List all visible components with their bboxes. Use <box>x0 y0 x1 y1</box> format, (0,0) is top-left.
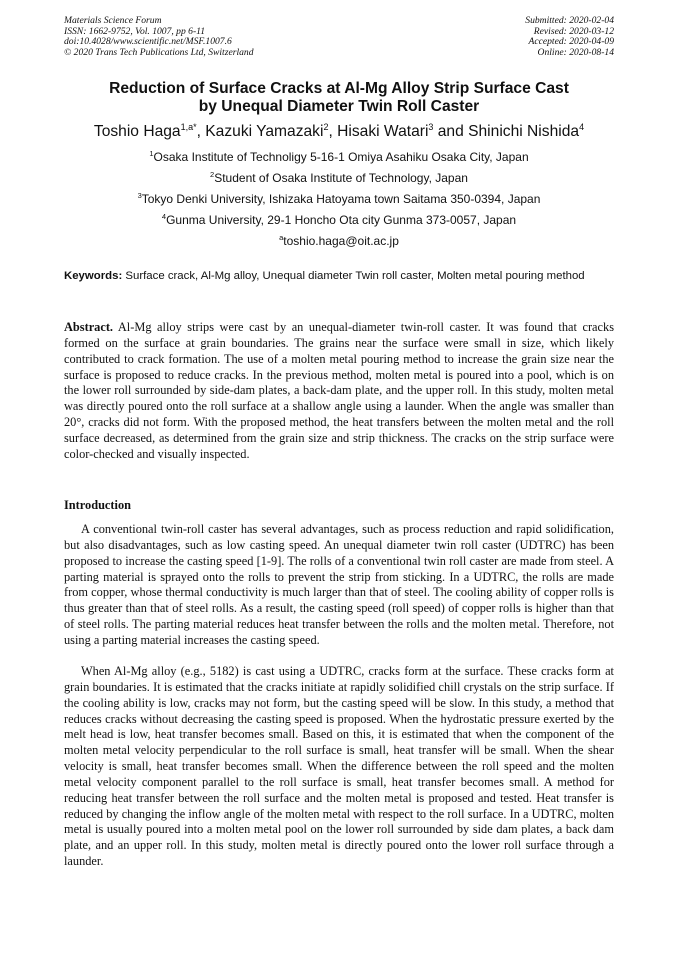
affiliation-text: Student of Osaka Institute of Technology, Japan <box>214 171 468 185</box>
author-name: Hisaki Watari <box>337 123 429 140</box>
journal-name: Materials Science Forum <box>64 15 162 26</box>
affiliation-sup: 3 <box>137 191 142 200</box>
author-name: Kazuki Yamazaki <box>205 123 324 140</box>
affiliation-text: Tokyo Denki University, Ishizaka Hatoyama town Saitama 350-0394, Japan <box>141 192 541 206</box>
date-revised: Revised: 2020-03-12 <box>533 25 614 37</box>
affiliation-sup: a <box>279 233 284 242</box>
keywords-label: Keywords: <box>64 270 123 282</box>
author-sup: 1,a* <box>180 122 197 132</box>
journal-issn: ISSN: 1662-9752, Vol. 1007, pp 6-11 <box>64 25 206 37</box>
affiliation-sup: 1 <box>149 149 154 158</box>
author-name: Toshio Haga <box>93 123 181 140</box>
date-accepted: Accepted: 2020-04-09 <box>528 36 614 48</box>
affiliation-2 <box>64 171 614 185</box>
author-email <box>64 234 614 248</box>
abstract-label: Abstract. <box>64 320 114 334</box>
paper-title <box>64 80 614 116</box>
affiliation-1 <box>64 150 614 164</box>
affiliation-text: Gunma University, 29-1 Honcho Ota city Gunma 373-0057, Japan <box>166 213 517 227</box>
abstract <box>64 320 614 463</box>
affiliation-4 <box>64 213 614 227</box>
paragraph-text: When Al-Mg alloy (e.g., 5182) is cast using a UDTRC, cracks form at the surface. These cracks form at grain boundaries. It is estimated that the cracks initiate at rapidly solidified chill crystals on the strip surface. If the cooling ability is low, cracks may not form, but the casting speed will be slow. In this study, a method that reduces cracks without decreasing the casting speed is proposed. When the hydrostatic pressure exerted by the melt head is low, heat transfer becomes small. Based on this, it is estimated that when the component of the molten metal velocity perpendicular to the roll surface is small, heat transfer will be small. When the shear velocity is small, heat transfer becomes small. When the difference between the roll speed and the molten metal velocity component parallel to the roll surface is small, heat transfer becomes small. A method for reducing heat transfer between the roll surface and the molten metal is proposed and tested. Heat transfer is reduced by changing the inflow angle of the molten metal with respect to the roll surface. In a UDTRC, molten metal is usually poured into a molten metal pool on the lower roll surrounded by side dam plates, a back dam plate, and an upper roll. In this study, molten metal is directly poured onto the lower roll surface through a launder. <box>64 664 614 869</box>
affiliation-sup: 4 <box>161 212 167 221</box>
author-sup: 2 <box>323 122 329 132</box>
section-heading-introduction: Introduction <box>64 498 131 512</box>
author-separator: , <box>328 123 338 140</box>
keywords-text: Surface crack, Al-Mg alloy, Unequal diameter Twin roll caster, Molten metal pouring method <box>122 270 585 282</box>
author-name: Shinichi Nishida <box>468 123 580 140</box>
keywords <box>64 269 614 284</box>
journal-info <box>64 16 254 58</box>
intro-paragraph-2 <box>64 664 614 870</box>
affiliation-text: Osaka Institute of Technoligy 5-16-1 Omiya Asahiku Osaka City, Japan <box>153 150 529 164</box>
intro-paragraph-1 <box>64 522 614 649</box>
abstract-text: Al-Mg alloy strips were cast by an unequal-diameter twin-roll caster. It was found that cracks formed on the surface at grain boundaries. The grains near the surface were small in size, which likely contributed to crack formation. The use of a molten metal pouring method to increase the grain size near the surface is proposed to reduce cracks. In the previous method, molten metal is poured into a pool, which is on the lower roll surrounded by side-dam plates, a back-dam plate, and the upper roll. In this study, molten metal was directly poured onto the roll surface at a shallow angle using a launder. When the angle was smaller than 20°, cracks did not form. With the proposed method, the heat transfers between the molten metal and the roll surface decreased, as determined from the grain size and strip thickness. The cracks on the strip surface were color-checked and visually inspected. <box>64 320 614 461</box>
author-separator: , <box>196 123 206 140</box>
affiliation-3 <box>64 192 614 206</box>
paragraph-text: A conventional twin-roll caster has several advantages, such as process reduction and rapid solidification, but also disadvantages, such as low casting speed. An unequal diameter twin roll caster (UDTRC) has been proposed to increase the casting speed [1-9]. The rolls of a conventional twin roll caster are made from steel. A parting material is sprayed onto the rolls to prevent the strip from sticking. In a UDTRC, the rolls are made from copper, whose thermal conductivity is much larger than that of steel. The cooling ability of copper rolls is thus greater than that of steel rolls. As a result, the casting speed (roll speed) of copper rolls is higher than that of steel rolls. The parting material reduces heat transfer between the rolls and the molten metal. Therefore, not using a parting material increases the casting speed. <box>64 522 614 647</box>
email-text: toshio.haga@oit.ac.jp <box>283 234 399 248</box>
title-line-2: by Unequal Diameter Twin Roll Caster <box>198 98 480 115</box>
date-online: Online: 2020-08-14 <box>537 46 614 58</box>
author-sup: 3 <box>428 122 434 132</box>
author-separator: and <box>433 123 469 140</box>
title-line-1: Reduction of Surface Cracks at Al-Mg Alloy Strip Surface Cast <box>109 80 569 97</box>
author-sup: 4 <box>579 122 585 132</box>
journal-doi: doi:10.4028/www.scientific.net/MSF.1007.6 <box>64 36 232 48</box>
author-list <box>64 123 614 141</box>
submission-dates <box>525 16 614 58</box>
affiliation-sup: 2 <box>210 170 215 179</box>
journal-copyright: © 2020 Trans Tech Publications Ltd, Switzerland <box>64 46 254 58</box>
date-submitted: Submitted: 2020-02-04 <box>525 15 614 26</box>
